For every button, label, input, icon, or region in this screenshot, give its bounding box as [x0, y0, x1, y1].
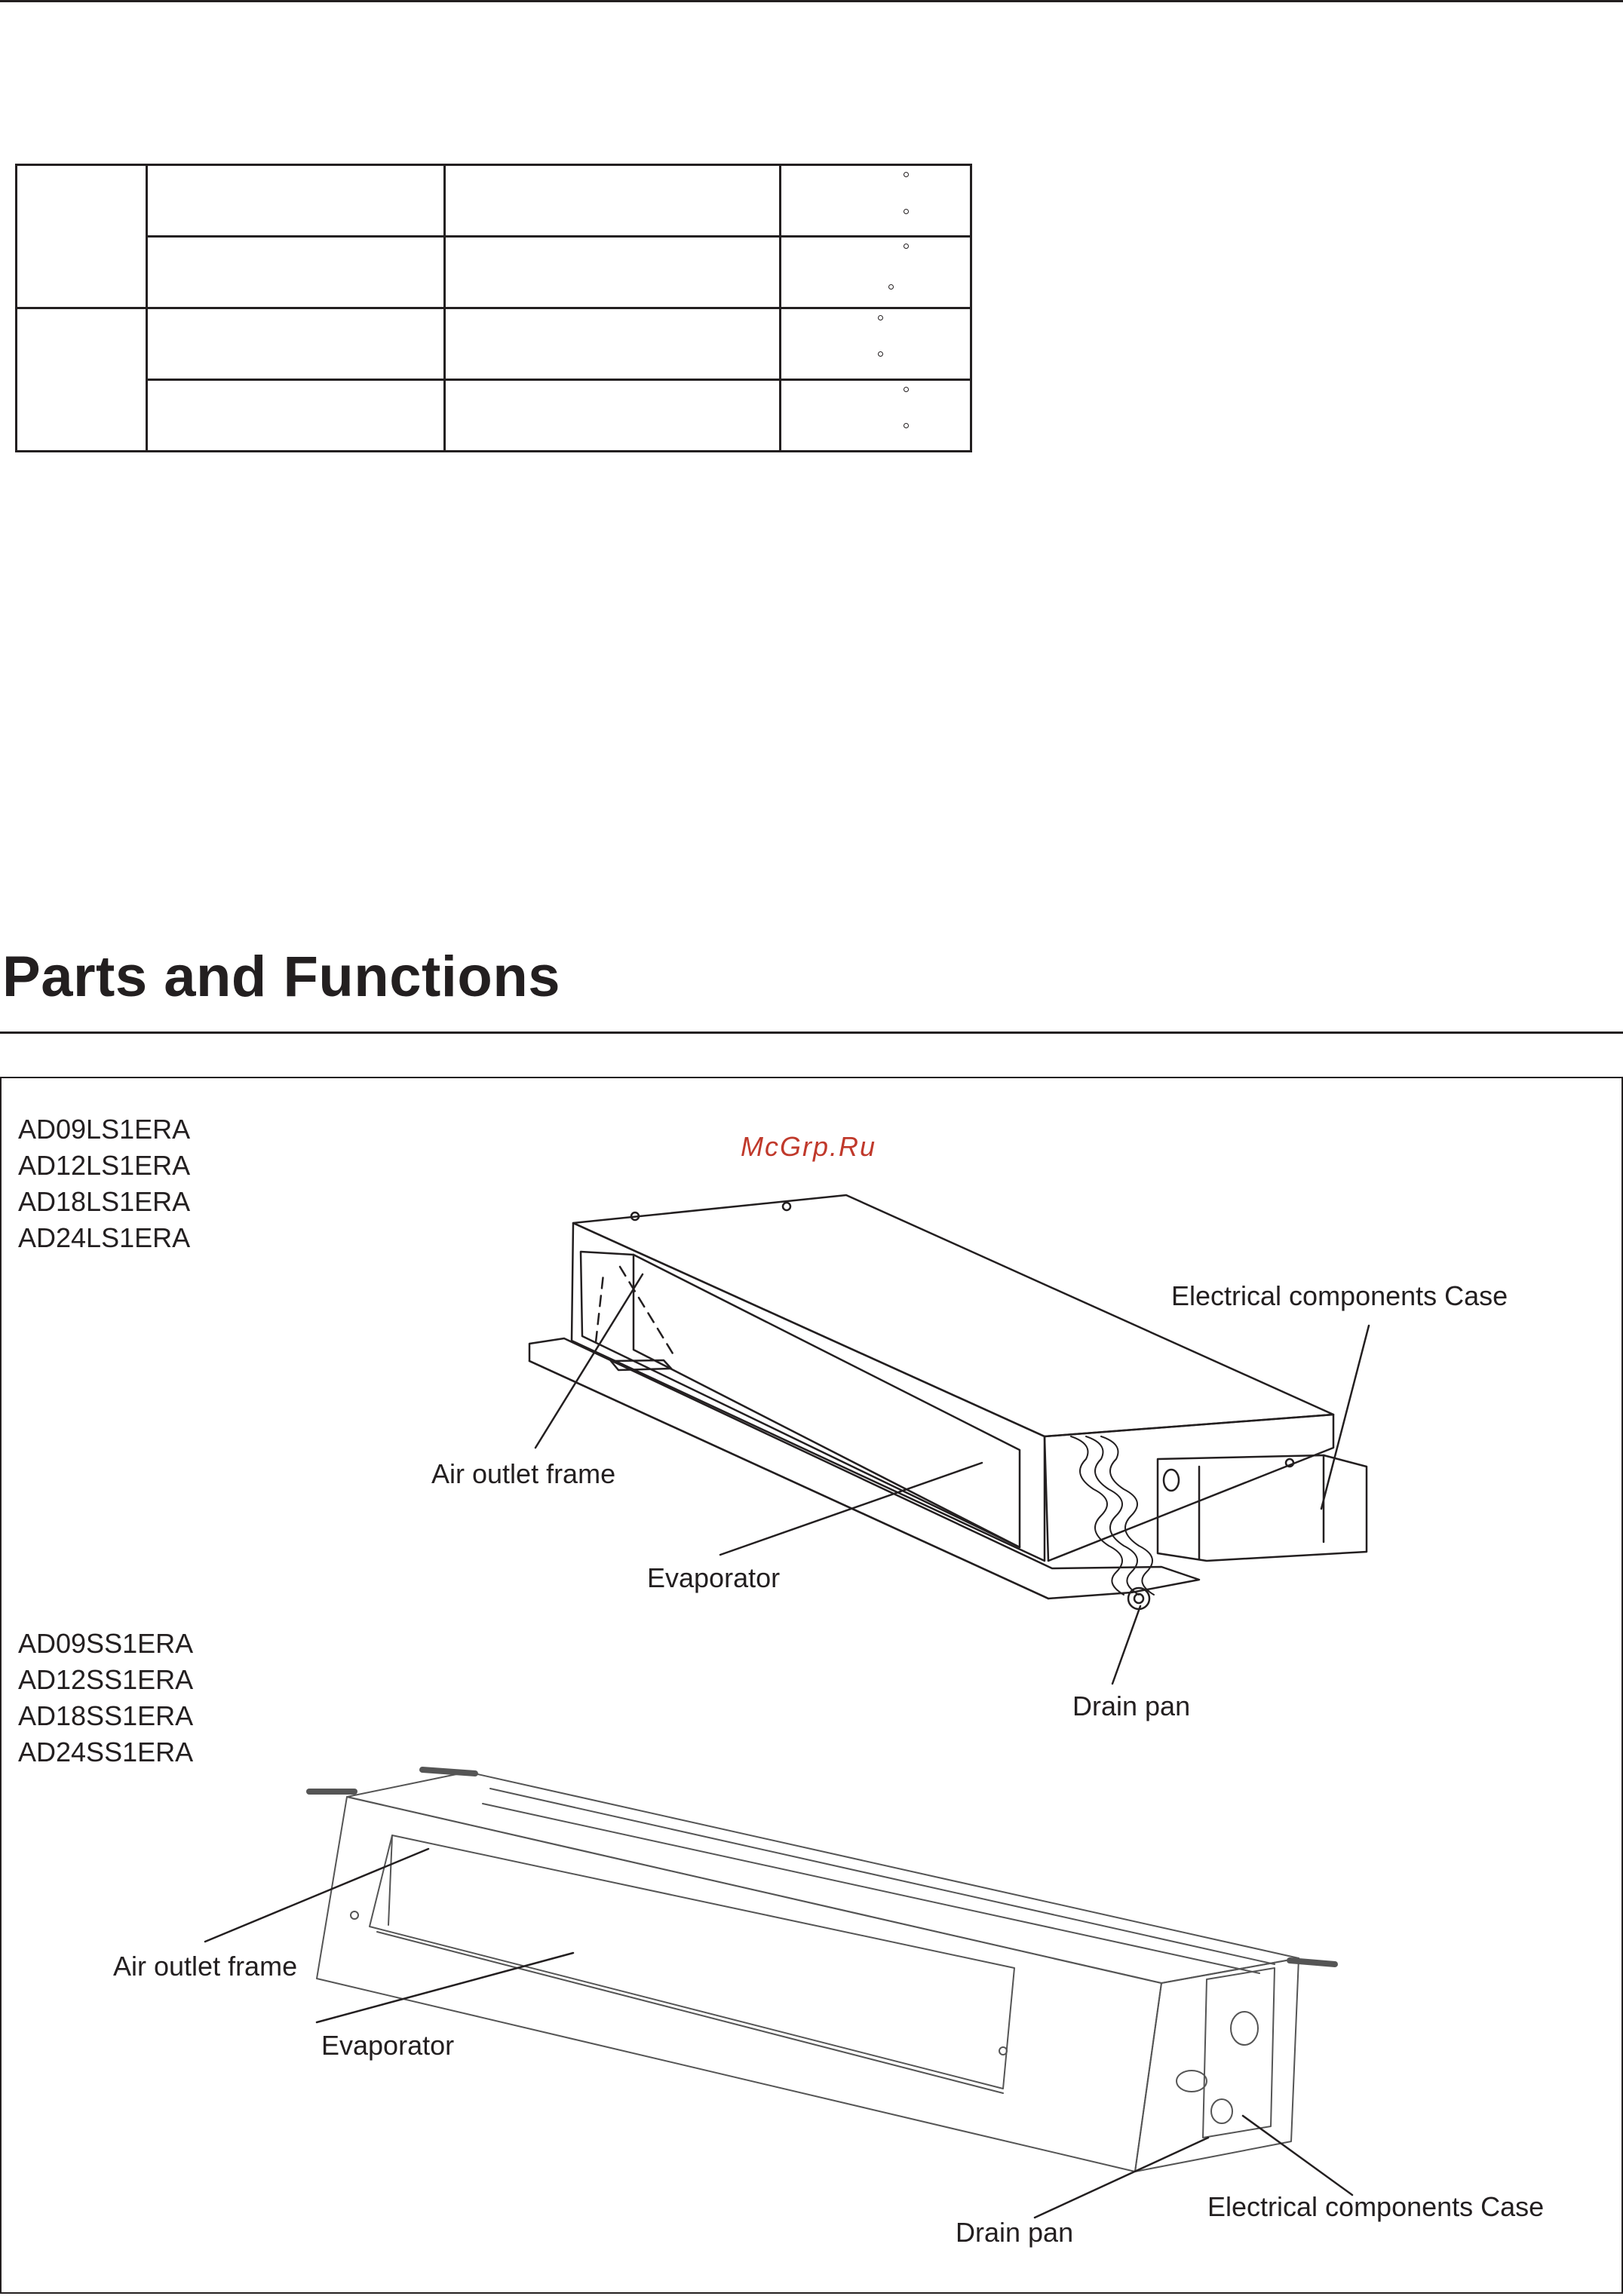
ls-label-electrical-case: Electrical components Case — [1171, 1280, 1508, 1311]
list-item: AD24LS1ERA — [18, 1222, 191, 1253]
ss-pipe-fitting — [1177, 2071, 1207, 2092]
ls-top-panel — [573, 1195, 1333, 1436]
ss-label-drain-pan: Drain pan — [956, 2217, 1074, 2248]
ss-label-electrical-case: Electrical components Case — [1207, 2191, 1545, 2222]
watermark: McGrp.Ru — [741, 1131, 877, 1162]
ss-leader-air-outlet — [205, 1849, 428, 1942]
ss-label-evaporator: Evaporator — [321, 2030, 455, 2061]
ls-label-drain-pan: Drain pan — [1072, 1691, 1191, 1721]
ls-screw — [783, 1203, 790, 1210]
list-item: AD09SS1ERA — [18, 1628, 194, 1659]
ss-label-air-outlet-frame: Air outlet frame — [113, 1951, 298, 1982]
ls-outlet-dash — [596, 1274, 603, 1342]
list-item: AD18SS1ERA — [18, 1700, 194, 1731]
ss-front-panel — [317, 1797, 1161, 2172]
ss-screw — [999, 2047, 1007, 2055]
ls-air-outlet-frame — [581, 1252, 1020, 1547]
list-item: AD09LS1ERA — [18, 1114, 191, 1145]
list-item: AD12LS1ERA — [18, 1150, 191, 1181]
ls-case-port — [1164, 1470, 1179, 1491]
ss-model-list — [18, 1626, 193, 1770]
ls-electrical-case — [1158, 1455, 1367, 1561]
ls-model-list — [18, 1111, 190, 1256]
ss-screw — [351, 1911, 358, 1919]
ss-top-rib — [490, 1789, 1275, 1964]
ls-label-air-outlet-frame: Air outlet frame — [431, 1458, 616, 1489]
ss-leader-drain-pan — [1035, 2138, 1208, 2218]
list-item: AD24SS1ERA — [18, 1737, 194, 1767]
ls-coil — [1071, 1436, 1154, 1595]
ss-outlet-lower-edge — [377, 1932, 1003, 2093]
ss-electrical-case — [1203, 1968, 1275, 2138]
ss-drain-port — [1211, 2099, 1232, 2123]
list-item: AD18LS1ERA — [18, 1186, 191, 1217]
ls-outlet-dash — [620, 1267, 673, 1353]
ls-label-evaporator: Evaporator — [647, 1562, 781, 1593]
list-item: AD12SS1ERA — [18, 1664, 194, 1695]
ss-bracket — [1290, 1960, 1335, 1964]
ls-leader-electrical-case — [1321, 1326, 1369, 1509]
section-title: Parts and Functions — [2, 945, 561, 1009]
ss-pipe-port — [1231, 2012, 1258, 2045]
ss-unit-drawing — [309, 1770, 1335, 2172]
ss-top-rib — [483, 1804, 1259, 1973]
ss-leader-electrical-case — [1243, 2116, 1352, 2195]
ls-unit-drawing — [529, 1195, 1369, 1684]
ls-leader-drain-pan — [1112, 1606, 1140, 1684]
ls-outlet-inner — [634, 1255, 1020, 1547]
